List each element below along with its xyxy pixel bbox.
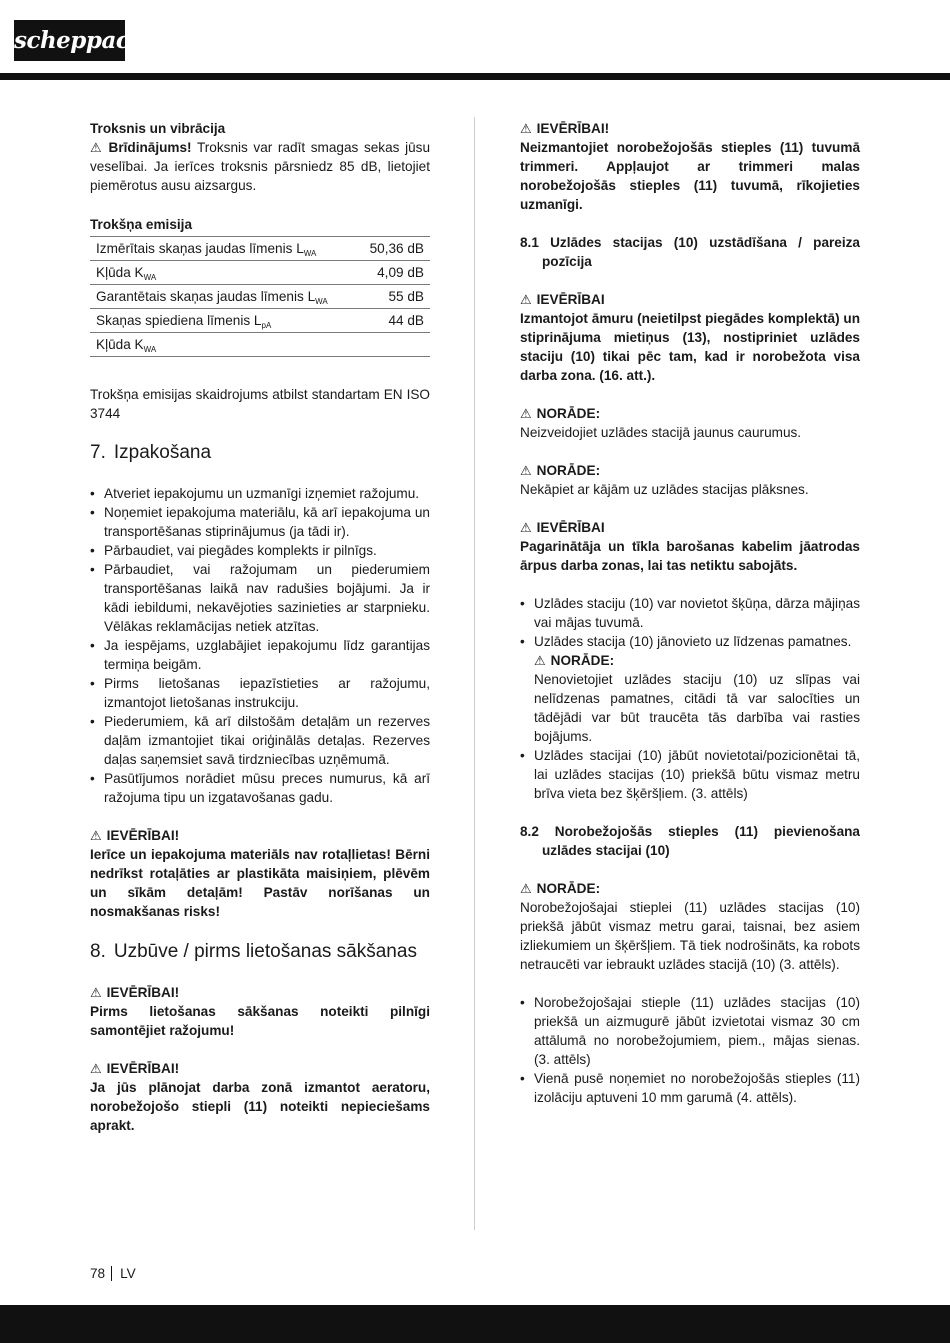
section-8-heading: 8. Uzbūve / pirms lietošanas sākšanas: [90, 941, 417, 962]
table-cell-label: Skaņas spiediena līmenis $L_{pA}$: [90, 309, 357, 333]
note-heading: ⚠ NORĀDE:: [534, 653, 615, 668]
caution-heading: ⚠ IEVĒRĪBAI!: [90, 1061, 180, 1076]
caution-heading: ⚠ IEVĒRĪBAI: [520, 292, 605, 307]
caution-heading: ⚠ IEVĒRĪBAI!: [90, 985, 180, 1000]
list-item: • Atveriet iepakojumu un uzmanīgi izņemiet ražojumu.: [90, 484, 430, 503]
emission-standard-note: Trokšņa emisijas skaidrojums atbilst standartam EN ISO 3744: [90, 387, 430, 421]
list-item: • Ja iespējams, uzglabājiet iepakojumu līdz garantijas termiņa beigām.: [90, 636, 430, 674]
warning-triangle-icon: ⚠: [520, 520, 532, 535]
list-item: • Pārbaudiet, vai piegādes komplekts ir pilnīgs.: [90, 541, 430, 560]
table-cell-label: Kļūda $K_{WA}$: [90, 333, 357, 357]
scheppach-logo: scheppach: [14, 20, 125, 61]
list-item: • Norobežojošajai stieple (11) uzlādes stacijas (10) priekšā un aizmugurē jābūt izvietotai vismaz 30 cm attālumā no norobežojumiem, piem., mājas sienas. (3. attēls): [520, 993, 860, 1069]
table-cell-value: [357, 333, 430, 357]
table-cell-label: Kļūda $K_{WA}$: [90, 261, 357, 285]
header-rule: [0, 73, 950, 80]
list-item: • Piederumiem, kā arī dilstošām detaļām un rezerves daļām izmantojiet tikai oriģinālās detaļas. Rezerves daļas saņemsiet savā tirdzniecības uzņēmumā.: [90, 712, 430, 769]
table-row: [90, 333, 430, 357]
list-item: • Noņemiet iepakojuma materiālu, kā arī iepakojuma un transportēšanas stiprinājumus (ja tādi ir).: [90, 503, 430, 541]
warning-triangle-icon: ⚠: [520, 463, 532, 478]
list-item: • Uzlādes stacijai (10) jābūt novietotai/pozicionētai tā, lai uzlādes stacijas (10) priekšā būtu vismaz metru brīva vieta bez šķēršļiem. (3. attēls): [520, 746, 860, 803]
note-heading: ⚠ NORĀDE:: [520, 881, 601, 896]
note-text: Nenovietojiet uzlādes staciju (10) uz slīpas vai nelīdzenas pamatnes, citādi tā var salocīties un tādējādi var būt traucēta tās darbība vai rasties bojājums.: [534, 672, 860, 744]
warning-triangle-icon: ⚠: [520, 121, 532, 136]
list-item: • Vienā pusē noņemiet no norobežojošās stieples (11) izolāciju aptuveni 10 mm garumā (4. attēls).: [520, 1069, 860, 1107]
table-cell-value: 44 dB: [357, 309, 430, 333]
caution-text: Pirms lietošanas sākšanas noteikti pilnīgi samontējiet ražojumu!: [90, 1004, 430, 1038]
note-text: Neizveidojiet uzlādes stacijā jaunus caurumus.: [520, 425, 802, 440]
list-item: • Uzlādes staciju (10) var novietot šķūņa, dārza mājiņas vai mājas tuvumā.: [520, 594, 860, 632]
charging-station-list: [520, 594, 860, 803]
footer-separator: [111, 1266, 112, 1281]
warning-triangle-icon: ⚠: [90, 1061, 102, 1076]
language-code: LV: [120, 1266, 136, 1281]
warning-triangle-icon: ⚠: [90, 985, 102, 1000]
warning-triangle-icon: ⚠: [520, 292, 532, 307]
caution-heading: ⚠ IEVĒRĪBAI!: [520, 121, 610, 136]
column-divider: [474, 117, 475, 1230]
table-cell-label: Izmērītais skaņas jaudas līmenis $L_{WA}$: [90, 237, 357, 261]
table-row: [90, 261, 430, 285]
boundary-wire-list: [520, 993, 860, 1107]
warning-triangle-icon: ⚠: [534, 653, 546, 668]
page-number: 78: [90, 1266, 106, 1281]
caution-text: Ja jūs plānojat darba zonā izmantot aeratoru, norobežojošo stiepli (11) noteikti nepieciešams aprakt.: [90, 1080, 430, 1133]
section-8-2-heading: 8.2 Norobežojošās stieples (11) pievienošana uzlādes stacijai (10): [520, 824, 860, 858]
left-column: [90, 119, 430, 1135]
table-row: [90, 285, 430, 309]
section-8-1-heading: 8.1 Uzlādes stacijas (10) uzstādīšana / pareiza pozīcija: [520, 235, 860, 269]
note-text: Norobežojošajai stieplei (11) uzlādes stacijas (10) priekšā jābūt vismaz metru garai, taisnai, bez asiem izliekumiem un šķēršļiem. Tā tiek nodrošināts, ka robots netraucēti var iebraukt uzlādes stacijā (10) (3. attēls).: [520, 900, 860, 972]
table-cell-value: 50,36 dB: [357, 237, 430, 261]
noise-warning-paragraph: [90, 138, 430, 195]
noise-emission-table: [90, 236, 430, 357]
warning-label: Brīdinājums!: [108, 140, 192, 155]
footer-bar: [0, 1305, 950, 1343]
noise-vibration-heading: Troksnis un vibrācija: [90, 121, 226, 136]
caution-heading: ⚠ IEVĒRĪBAI!: [90, 828, 180, 843]
warning-triangle-icon: ⚠: [520, 406, 532, 421]
right-column: [520, 119, 860, 1107]
warning-text: Troksnis var radīt smagas sekas jūsu veselībai. Ja ierīces troksnis pārsniedz 85 dB, lietojiet piemērotus ausu aizsargus.: [90, 140, 431, 193]
list-item: • Uzlādes stacija (10) jānovieto uz līdzenas pamatnes. ⚠ NORĀDE: Nenovietojiet uzlādes staciju (10) uz slīpas vai nelīdzenas pamatnes, citādi tā var salocīties un tādējādi var būt traucēta tās darbība vai rasties bojājums.: [520, 632, 860, 746]
table-cell-value: 4,09 dB: [357, 261, 430, 285]
warning-triangle-icon: ⚠: [90, 140, 104, 155]
table-cell-value: 55 dB: [357, 285, 430, 309]
table-cell-label: Garantētais skaņas jaudas līmenis $L_{WA}$: [90, 285, 357, 309]
warning-triangle-icon: ⚠: [520, 881, 532, 896]
inline-note: [534, 651, 860, 746]
table-row: [90, 309, 430, 333]
caution-text: Izmantojot āmuru (neietilpst piegādes komplektā) un stiprinājuma mietiņus (13), nostipriniet uzlādes staciju (10) tikai pēc tam, kad ir norobežota visa darba zona. (16. att.).: [520, 311, 860, 383]
list-item: • Pasūtījumos norādiet mūsu preces numurus, kā arī ražojuma tipu un izgatavošanas gadu.: [90, 769, 430, 807]
warning-triangle-icon: ⚠: [90, 828, 102, 843]
noise-emission-heading: Trokšņa emisija: [90, 217, 193, 232]
unpacking-list: [90, 484, 430, 807]
table-row: [90, 237, 430, 261]
list-item: • Pārbaudiet, vai ražojumam un piederumiem transportēšanas laikā nav radušies bojājumi. Ja ir kādi iebildumi, nekavējoties sazinieties ar starpnieku. Vēlākas reklamācijas netiek atzītas.: [90, 560, 430, 636]
note-heading: ⚠ NORĀDE:: [520, 406, 601, 421]
caution-text: Neizmantojiet norobežojošās stieples (11) tuvumā trimmeri. Appļaujot ar trimmeri malas norobežojošās stieples (11) tuvumā, rīkojieties uzmanīgi.: [520, 140, 860, 212]
list-item: • Pirms lietošanas iepazīstieties ar ražojumu, izmantojot lietošanas instrukciju.: [90, 674, 430, 712]
caution-text: Ierīce un iepakojuma materiāls nav rotaļlietas! Bērni nedrīkst rotaļāties ar plastikāta maisiņiem, plēvēm un sīkām detaļām! Pastāv norīšanas un nosmakšanas risks!: [90, 847, 430, 919]
section-7-heading: 7. Izpakošana: [90, 442, 212, 463]
page-footer: [90, 1264, 136, 1283]
note-text: Nekāpiet ar kājām uz uzlādes stacijas plāksnes.: [520, 482, 809, 497]
caution-text: Pagarinātāja un tīkla barošanas kabelim jāatrodas ārpus darba zonas, lai tas netiktu sabojāts.: [520, 539, 860, 573]
note-heading: ⚠ NORĀDE:: [520, 463, 601, 478]
caution-heading: ⚠ IEVĒRĪBAI: [520, 520, 605, 535]
